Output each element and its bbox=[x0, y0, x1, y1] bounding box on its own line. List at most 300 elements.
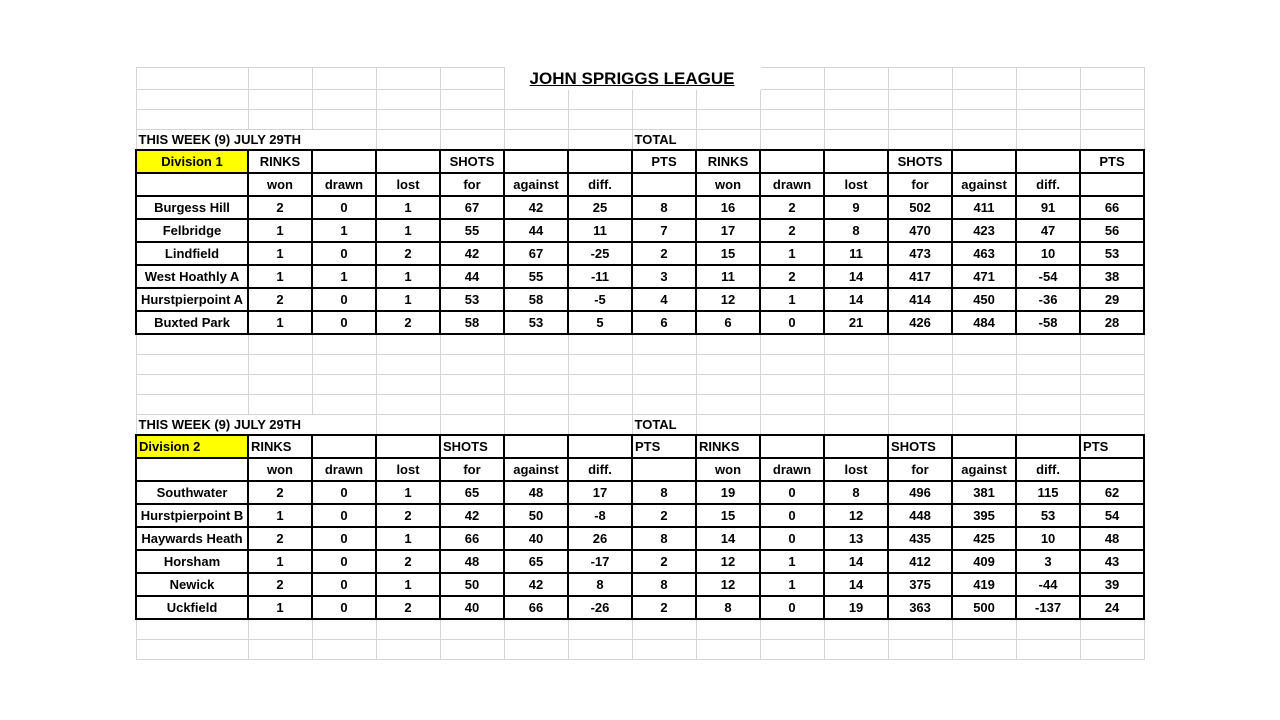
header-against[interactable]: against bbox=[952, 173, 1016, 196]
header-rinks[interactable]: RINKS bbox=[696, 150, 760, 173]
total-value[interactable]: 411 bbox=[952, 196, 1016, 219]
total-value[interactable]: 423 bbox=[952, 219, 1016, 242]
week-value[interactable]: 2 bbox=[376, 596, 440, 619]
header-empty[interactable] bbox=[1080, 458, 1144, 481]
week-value[interactable]: 42 bbox=[504, 573, 568, 596]
team-name[interactable]: Haywards Heath bbox=[136, 527, 248, 550]
header-for[interactable]: for bbox=[440, 458, 504, 481]
empty-cell[interactable] bbox=[376, 334, 440, 355]
empty-cell[interactable] bbox=[1080, 130, 1144, 151]
empty-cell[interactable] bbox=[632, 640, 696, 660]
header-pts[interactable]: PTS bbox=[1080, 150, 1144, 173]
total-value[interactable]: 1 bbox=[760, 573, 824, 596]
total-value[interactable]: 8 bbox=[824, 219, 888, 242]
empty-cell[interactable] bbox=[568, 355, 632, 375]
week-value[interactable]: 42 bbox=[440, 242, 504, 265]
total-value[interactable]: 450 bbox=[952, 288, 1016, 311]
total-value[interactable]: 2 bbox=[760, 265, 824, 288]
total-value[interactable]: 414 bbox=[888, 288, 952, 311]
empty-cell[interactable] bbox=[312, 110, 376, 130]
total-value[interactable]: 28 bbox=[1080, 311, 1144, 334]
header-diff[interactable]: diff. bbox=[1016, 173, 1080, 196]
total-value[interactable]: 47 bbox=[1016, 219, 1080, 242]
total-value[interactable]: 496 bbox=[888, 481, 952, 504]
total-value[interactable]: 0 bbox=[760, 311, 824, 334]
header-against[interactable]: against bbox=[952, 458, 1016, 481]
header-lost[interactable]: lost bbox=[376, 458, 440, 481]
header-lost[interactable]: lost bbox=[824, 173, 888, 196]
header-won[interactable]: won bbox=[248, 458, 312, 481]
week-value[interactable]: 55 bbox=[504, 265, 568, 288]
empty-cell[interactable] bbox=[1016, 395, 1080, 415]
empty-cell[interactable] bbox=[1016, 619, 1080, 640]
header-empty[interactable] bbox=[568, 435, 632, 458]
week-value[interactable]: 11 bbox=[568, 219, 632, 242]
week-value[interactable]: 2 bbox=[376, 242, 440, 265]
week-value[interactable]: 8 bbox=[632, 196, 696, 219]
total-value[interactable]: 14 bbox=[696, 527, 760, 550]
total-value[interactable]: 17 bbox=[696, 219, 760, 242]
empty-cell[interactable] bbox=[440, 415, 504, 436]
total-value[interactable]: 62 bbox=[1080, 481, 1144, 504]
week-value[interactable]: 2 bbox=[248, 481, 312, 504]
header-empty[interactable] bbox=[824, 150, 888, 173]
header-against[interactable]: against bbox=[504, 458, 568, 481]
empty-cell[interactable] bbox=[568, 90, 632, 110]
empty-cell[interactable] bbox=[696, 619, 760, 640]
total-value[interactable]: 426 bbox=[888, 311, 952, 334]
empty-cell[interactable] bbox=[136, 90, 248, 110]
team-name[interactable]: Buxted Park bbox=[136, 311, 248, 334]
empty-cell[interactable] bbox=[696, 355, 760, 375]
total-value[interactable]: 484 bbox=[952, 311, 1016, 334]
empty-cell[interactable] bbox=[504, 415, 568, 436]
header-shots[interactable]: SHOTS bbox=[440, 150, 504, 173]
week-value[interactable]: 2 bbox=[248, 288, 312, 311]
header-empty[interactable] bbox=[568, 150, 632, 173]
empty-cell[interactable] bbox=[504, 90, 568, 110]
total-value[interactable]: 24 bbox=[1080, 596, 1144, 619]
week-value[interactable]: -11 bbox=[568, 265, 632, 288]
empty-cell[interactable] bbox=[248, 68, 312, 90]
header-won[interactable]: won bbox=[696, 173, 760, 196]
empty-cell[interactable] bbox=[136, 395, 248, 415]
total-value[interactable]: 29 bbox=[1080, 288, 1144, 311]
header-empty[interactable] bbox=[312, 435, 376, 458]
team-name[interactable]: Uckfield bbox=[136, 596, 248, 619]
total-value[interactable]: 470 bbox=[888, 219, 952, 242]
total-value[interactable]: 15 bbox=[696, 504, 760, 527]
team-name[interactable]: Hurstpierpoint A bbox=[136, 288, 248, 311]
week-value[interactable]: 1 bbox=[376, 288, 440, 311]
week-value[interactable]: 50 bbox=[504, 504, 568, 527]
week-value[interactable]: 1 bbox=[248, 596, 312, 619]
empty-cell[interactable] bbox=[824, 415, 888, 436]
empty-cell[interactable] bbox=[504, 334, 568, 355]
empty-cell[interactable] bbox=[504, 640, 568, 660]
empty-cell[interactable] bbox=[248, 334, 312, 355]
team-name[interactable]: Burgess Hill bbox=[136, 196, 248, 219]
empty-cell[interactable] bbox=[696, 395, 760, 415]
empty-cell[interactable] bbox=[888, 640, 952, 660]
total-value[interactable]: 48 bbox=[1080, 527, 1144, 550]
week-value[interactable]: 42 bbox=[440, 504, 504, 527]
empty-cell[interactable] bbox=[568, 334, 632, 355]
empty-cell[interactable] bbox=[1080, 640, 1144, 660]
week-value[interactable]: 66 bbox=[504, 596, 568, 619]
week-value[interactable]: 1 bbox=[248, 550, 312, 573]
team-name[interactable]: West Hoathly A bbox=[136, 265, 248, 288]
total-value[interactable]: 500 bbox=[952, 596, 1016, 619]
week-value[interactable]: 0 bbox=[312, 288, 376, 311]
team-name[interactable]: Newick bbox=[136, 573, 248, 596]
empty-cell[interactable] bbox=[376, 395, 440, 415]
empty-cell[interactable] bbox=[760, 395, 824, 415]
week-value[interactable]: 1 bbox=[376, 265, 440, 288]
total-value[interactable]: 417 bbox=[888, 265, 952, 288]
empty-cell[interactable] bbox=[1080, 415, 1144, 436]
week-value[interactable]: 2 bbox=[248, 527, 312, 550]
empty-cell[interactable] bbox=[1016, 640, 1080, 660]
empty-cell[interactable] bbox=[312, 90, 376, 110]
week-value[interactable]: 8 bbox=[632, 573, 696, 596]
empty-cell[interactable] bbox=[952, 68, 1016, 90]
total-value[interactable]: 375 bbox=[888, 573, 952, 596]
total-value[interactable]: 1 bbox=[760, 242, 824, 265]
empty-cell[interactable] bbox=[888, 68, 952, 90]
header-empty[interactable] bbox=[1016, 435, 1080, 458]
empty-cell[interactable] bbox=[376, 130, 440, 151]
total-value[interactable]: -44 bbox=[1016, 573, 1080, 596]
empty-cell[interactable] bbox=[1016, 110, 1080, 130]
empty-cell[interactable] bbox=[632, 90, 696, 110]
empty-cell[interactable] bbox=[1016, 68, 1080, 90]
total-value[interactable]: 11 bbox=[824, 242, 888, 265]
header-diff[interactable]: diff. bbox=[568, 458, 632, 481]
week-value[interactable]: 8 bbox=[632, 527, 696, 550]
total-value[interactable]: 43 bbox=[1080, 550, 1144, 573]
week-value[interactable]: 2 bbox=[632, 550, 696, 573]
header-rinks[interactable]: RINKS bbox=[696, 435, 760, 458]
total-value[interactable]: 14 bbox=[824, 265, 888, 288]
empty-cell[interactable] bbox=[696, 130, 760, 151]
total-value[interactable]: 463 bbox=[952, 242, 1016, 265]
empty-cell[interactable] bbox=[824, 375, 888, 395]
total-value[interactable]: 425 bbox=[952, 527, 1016, 550]
empty-cell[interactable] bbox=[952, 415, 1016, 436]
total-value[interactable]: 13 bbox=[824, 527, 888, 550]
week-value[interactable]: 2 bbox=[248, 573, 312, 596]
header-won[interactable]: won bbox=[248, 173, 312, 196]
week-label[interactable]: THIS WEEK (9) JULY 29TH bbox=[136, 415, 376, 436]
empty-cell[interactable] bbox=[440, 130, 504, 151]
total-value[interactable]: 412 bbox=[888, 550, 952, 573]
week-value[interactable]: 5 bbox=[568, 311, 632, 334]
empty-cell[interactable] bbox=[888, 355, 952, 375]
header-empty[interactable] bbox=[504, 435, 568, 458]
header-pts[interactable]: PTS bbox=[632, 435, 696, 458]
total-value[interactable]: 9 bbox=[824, 196, 888, 219]
empty-cell[interactable] bbox=[136, 334, 248, 355]
week-value[interactable]: 1 bbox=[312, 265, 376, 288]
week-value[interactable]: -26 bbox=[568, 596, 632, 619]
header-empty[interactable] bbox=[824, 435, 888, 458]
header-empty[interactable] bbox=[632, 173, 696, 196]
header-empty[interactable] bbox=[136, 458, 248, 481]
header-diff[interactable]: diff. bbox=[568, 173, 632, 196]
header-pts[interactable]: PTS bbox=[632, 150, 696, 173]
total-value[interactable]: 53 bbox=[1080, 242, 1144, 265]
header-rinks[interactable]: RINKS bbox=[248, 150, 312, 173]
total-value[interactable]: 16 bbox=[696, 196, 760, 219]
week-value[interactable]: 17 bbox=[568, 481, 632, 504]
week-value[interactable]: 1 bbox=[376, 219, 440, 242]
total-value[interactable]: 12 bbox=[824, 504, 888, 527]
empty-cell[interactable] bbox=[376, 375, 440, 395]
empty-cell[interactable] bbox=[312, 68, 376, 90]
empty-cell[interactable] bbox=[760, 415, 824, 436]
total-value[interactable]: 10 bbox=[1016, 242, 1080, 265]
week-value[interactable]: -5 bbox=[568, 288, 632, 311]
total-value[interactable]: -58 bbox=[1016, 311, 1080, 334]
week-value[interactable]: 48 bbox=[440, 550, 504, 573]
empty-cell[interactable] bbox=[888, 110, 952, 130]
empty-cell[interactable] bbox=[136, 110, 248, 130]
week-value[interactable]: 1 bbox=[376, 527, 440, 550]
empty-cell[interactable] bbox=[376, 110, 440, 130]
empty-cell[interactable] bbox=[248, 90, 312, 110]
total-value[interactable]: 66 bbox=[1080, 196, 1144, 219]
division-name[interactable]: Division 2 bbox=[136, 435, 248, 458]
empty-cell[interactable] bbox=[952, 355, 1016, 375]
empty-cell[interactable] bbox=[312, 375, 376, 395]
total-value[interactable]: 115 bbox=[1016, 481, 1080, 504]
empty-cell[interactable] bbox=[824, 640, 888, 660]
total-value[interactable]: 38 bbox=[1080, 265, 1144, 288]
header-drawn[interactable]: drawn bbox=[312, 173, 376, 196]
total-value[interactable]: 14 bbox=[824, 550, 888, 573]
week-value[interactable]: 0 bbox=[312, 196, 376, 219]
total-value[interactable]: 435 bbox=[888, 527, 952, 550]
header-for[interactable]: for bbox=[440, 173, 504, 196]
week-value[interactable]: 7 bbox=[632, 219, 696, 242]
empty-cell[interactable] bbox=[824, 68, 888, 90]
header-won[interactable]: won bbox=[696, 458, 760, 481]
empty-cell[interactable] bbox=[568, 415, 632, 436]
total-value[interactable]: 381 bbox=[952, 481, 1016, 504]
week-value[interactable]: 1 bbox=[376, 481, 440, 504]
week-value[interactable]: 2 bbox=[632, 242, 696, 265]
empty-cell[interactable] bbox=[888, 415, 952, 436]
empty-cell[interactable] bbox=[504, 110, 568, 130]
empty-cell[interactable] bbox=[632, 334, 696, 355]
header-empty[interactable] bbox=[952, 435, 1016, 458]
header-empty[interactable] bbox=[632, 458, 696, 481]
empty-cell[interactable] bbox=[696, 415, 760, 436]
empty-cell[interactable] bbox=[1080, 334, 1144, 355]
empty-cell[interactable] bbox=[1016, 355, 1080, 375]
empty-cell[interactable] bbox=[1016, 334, 1080, 355]
empty-cell[interactable] bbox=[568, 619, 632, 640]
empty-cell[interactable] bbox=[696, 375, 760, 395]
empty-cell[interactable] bbox=[440, 375, 504, 395]
division-name[interactable]: Division 1 bbox=[136, 150, 248, 173]
empty-cell[interactable] bbox=[376, 640, 440, 660]
empty-cell[interactable] bbox=[312, 640, 376, 660]
empty-cell[interactable] bbox=[760, 355, 824, 375]
week-value[interactable]: 65 bbox=[440, 481, 504, 504]
empty-cell[interactable] bbox=[248, 619, 312, 640]
total-value[interactable]: 471 bbox=[952, 265, 1016, 288]
week-value[interactable]: 50 bbox=[440, 573, 504, 596]
empty-cell[interactable] bbox=[696, 90, 760, 110]
empty-cell[interactable] bbox=[696, 640, 760, 660]
week-value[interactable]: 44 bbox=[440, 265, 504, 288]
header-shots[interactable]: SHOTS bbox=[888, 150, 952, 173]
total-value[interactable]: 56 bbox=[1080, 219, 1144, 242]
empty-cell[interactable] bbox=[632, 375, 696, 395]
empty-cell[interactable] bbox=[248, 640, 312, 660]
total-value[interactable]: 8 bbox=[696, 596, 760, 619]
empty-cell[interactable] bbox=[824, 395, 888, 415]
week-value[interactable]: 2 bbox=[248, 196, 312, 219]
total-value[interactable]: -137 bbox=[1016, 596, 1080, 619]
week-value[interactable]: 0 bbox=[312, 550, 376, 573]
empty-cell[interactable] bbox=[440, 640, 504, 660]
total-label[interactable]: TOTAL bbox=[632, 130, 696, 151]
empty-cell[interactable] bbox=[760, 130, 824, 151]
week-value[interactable]: 48 bbox=[504, 481, 568, 504]
empty-cell[interactable] bbox=[952, 90, 1016, 110]
empty-cell[interactable] bbox=[312, 334, 376, 355]
header-diff[interactable]: diff. bbox=[1016, 458, 1080, 481]
week-value[interactable]: 26 bbox=[568, 527, 632, 550]
week-value[interactable]: 0 bbox=[312, 527, 376, 550]
empty-cell[interactable] bbox=[696, 334, 760, 355]
week-value[interactable]: 58 bbox=[440, 311, 504, 334]
header-empty[interactable] bbox=[504, 150, 568, 173]
total-value[interactable]: 2 bbox=[760, 219, 824, 242]
empty-cell[interactable] bbox=[568, 110, 632, 130]
week-value[interactable]: 55 bbox=[440, 219, 504, 242]
empty-cell[interactable] bbox=[760, 375, 824, 395]
empty-cell[interactable] bbox=[504, 395, 568, 415]
total-value[interactable]: 502 bbox=[888, 196, 952, 219]
empty-cell[interactable] bbox=[504, 130, 568, 151]
empty-cell[interactable] bbox=[248, 375, 312, 395]
week-value[interactable]: 1 bbox=[376, 196, 440, 219]
week-value[interactable]: 65 bbox=[504, 550, 568, 573]
empty-cell[interactable] bbox=[440, 90, 504, 110]
empty-cell[interactable] bbox=[888, 90, 952, 110]
header-empty[interactable] bbox=[136, 173, 248, 196]
empty-cell[interactable] bbox=[1016, 415, 1080, 436]
week-label[interactable]: THIS WEEK (9) JULY 29TH bbox=[136, 130, 376, 151]
empty-cell[interactable] bbox=[376, 415, 440, 436]
total-value[interactable]: 11 bbox=[696, 265, 760, 288]
empty-cell[interactable] bbox=[632, 619, 696, 640]
total-value[interactable]: 12 bbox=[696, 550, 760, 573]
empty-cell[interactable] bbox=[568, 375, 632, 395]
header-for[interactable]: for bbox=[888, 173, 952, 196]
team-name[interactable]: Hurstpierpoint B bbox=[136, 504, 248, 527]
empty-cell[interactable] bbox=[824, 130, 888, 151]
header-drawn[interactable]: drawn bbox=[312, 458, 376, 481]
empty-cell[interactable] bbox=[696, 110, 760, 130]
empty-cell[interactable] bbox=[760, 619, 824, 640]
empty-cell[interactable] bbox=[824, 355, 888, 375]
header-pts[interactable]: PTS bbox=[1080, 435, 1144, 458]
week-value[interactable]: 0 bbox=[312, 573, 376, 596]
total-value[interactable]: 0 bbox=[760, 596, 824, 619]
week-value[interactable]: 2 bbox=[632, 596, 696, 619]
empty-cell[interactable] bbox=[888, 130, 952, 151]
empty-cell[interactable] bbox=[952, 640, 1016, 660]
header-empty[interactable] bbox=[1016, 150, 1080, 173]
header-against[interactable]: against bbox=[504, 173, 568, 196]
total-value[interactable]: 1 bbox=[760, 288, 824, 311]
week-value[interactable]: 67 bbox=[504, 242, 568, 265]
total-value[interactable]: 19 bbox=[696, 481, 760, 504]
empty-cell[interactable] bbox=[1016, 90, 1080, 110]
total-value[interactable]: 14 bbox=[824, 573, 888, 596]
week-value[interactable]: 2 bbox=[376, 311, 440, 334]
week-value[interactable]: 40 bbox=[504, 527, 568, 550]
total-value[interactable]: 39 bbox=[1080, 573, 1144, 596]
empty-cell[interactable] bbox=[632, 395, 696, 415]
empty-cell[interactable] bbox=[760, 68, 824, 90]
empty-cell[interactable] bbox=[1080, 395, 1144, 415]
total-value[interactable]: 6 bbox=[696, 311, 760, 334]
total-value[interactable]: 473 bbox=[888, 242, 952, 265]
week-value[interactable]: 40 bbox=[440, 596, 504, 619]
week-value[interactable]: 1 bbox=[248, 219, 312, 242]
empty-cell[interactable] bbox=[632, 355, 696, 375]
total-value[interactable]: 1 bbox=[760, 550, 824, 573]
week-value[interactable]: 0 bbox=[312, 242, 376, 265]
header-shots[interactable]: SHOTS bbox=[888, 435, 952, 458]
week-value[interactable]: 2 bbox=[376, 504, 440, 527]
total-value[interactable]: 409 bbox=[952, 550, 1016, 573]
total-value[interactable]: 91 bbox=[1016, 196, 1080, 219]
week-value[interactable]: 2 bbox=[632, 504, 696, 527]
week-value[interactable]: 1 bbox=[248, 242, 312, 265]
header-empty[interactable] bbox=[376, 435, 440, 458]
empty-cell[interactable] bbox=[1080, 110, 1144, 130]
empty-cell[interactable] bbox=[248, 395, 312, 415]
header-empty[interactable] bbox=[952, 150, 1016, 173]
empty-cell[interactable] bbox=[1016, 375, 1080, 395]
empty-cell[interactable] bbox=[568, 395, 632, 415]
empty-cell[interactable] bbox=[1080, 375, 1144, 395]
header-rinks[interactable]: RINKS bbox=[248, 435, 312, 458]
empty-cell[interactable] bbox=[952, 130, 1016, 151]
week-value[interactable]: -8 bbox=[568, 504, 632, 527]
empty-cell[interactable] bbox=[952, 395, 1016, 415]
week-value[interactable]: 53 bbox=[440, 288, 504, 311]
total-value[interactable]: -54 bbox=[1016, 265, 1080, 288]
empty-cell[interactable] bbox=[136, 619, 248, 640]
empty-cell[interactable] bbox=[824, 334, 888, 355]
total-value[interactable]: 19 bbox=[824, 596, 888, 619]
header-empty[interactable] bbox=[312, 150, 376, 173]
week-value[interactable]: 1 bbox=[376, 573, 440, 596]
total-value[interactable]: 54 bbox=[1080, 504, 1144, 527]
total-value[interactable]: 12 bbox=[696, 288, 760, 311]
empty-cell[interactable] bbox=[888, 395, 952, 415]
total-value[interactable]: -36 bbox=[1016, 288, 1080, 311]
total-value[interactable]: 0 bbox=[760, 504, 824, 527]
